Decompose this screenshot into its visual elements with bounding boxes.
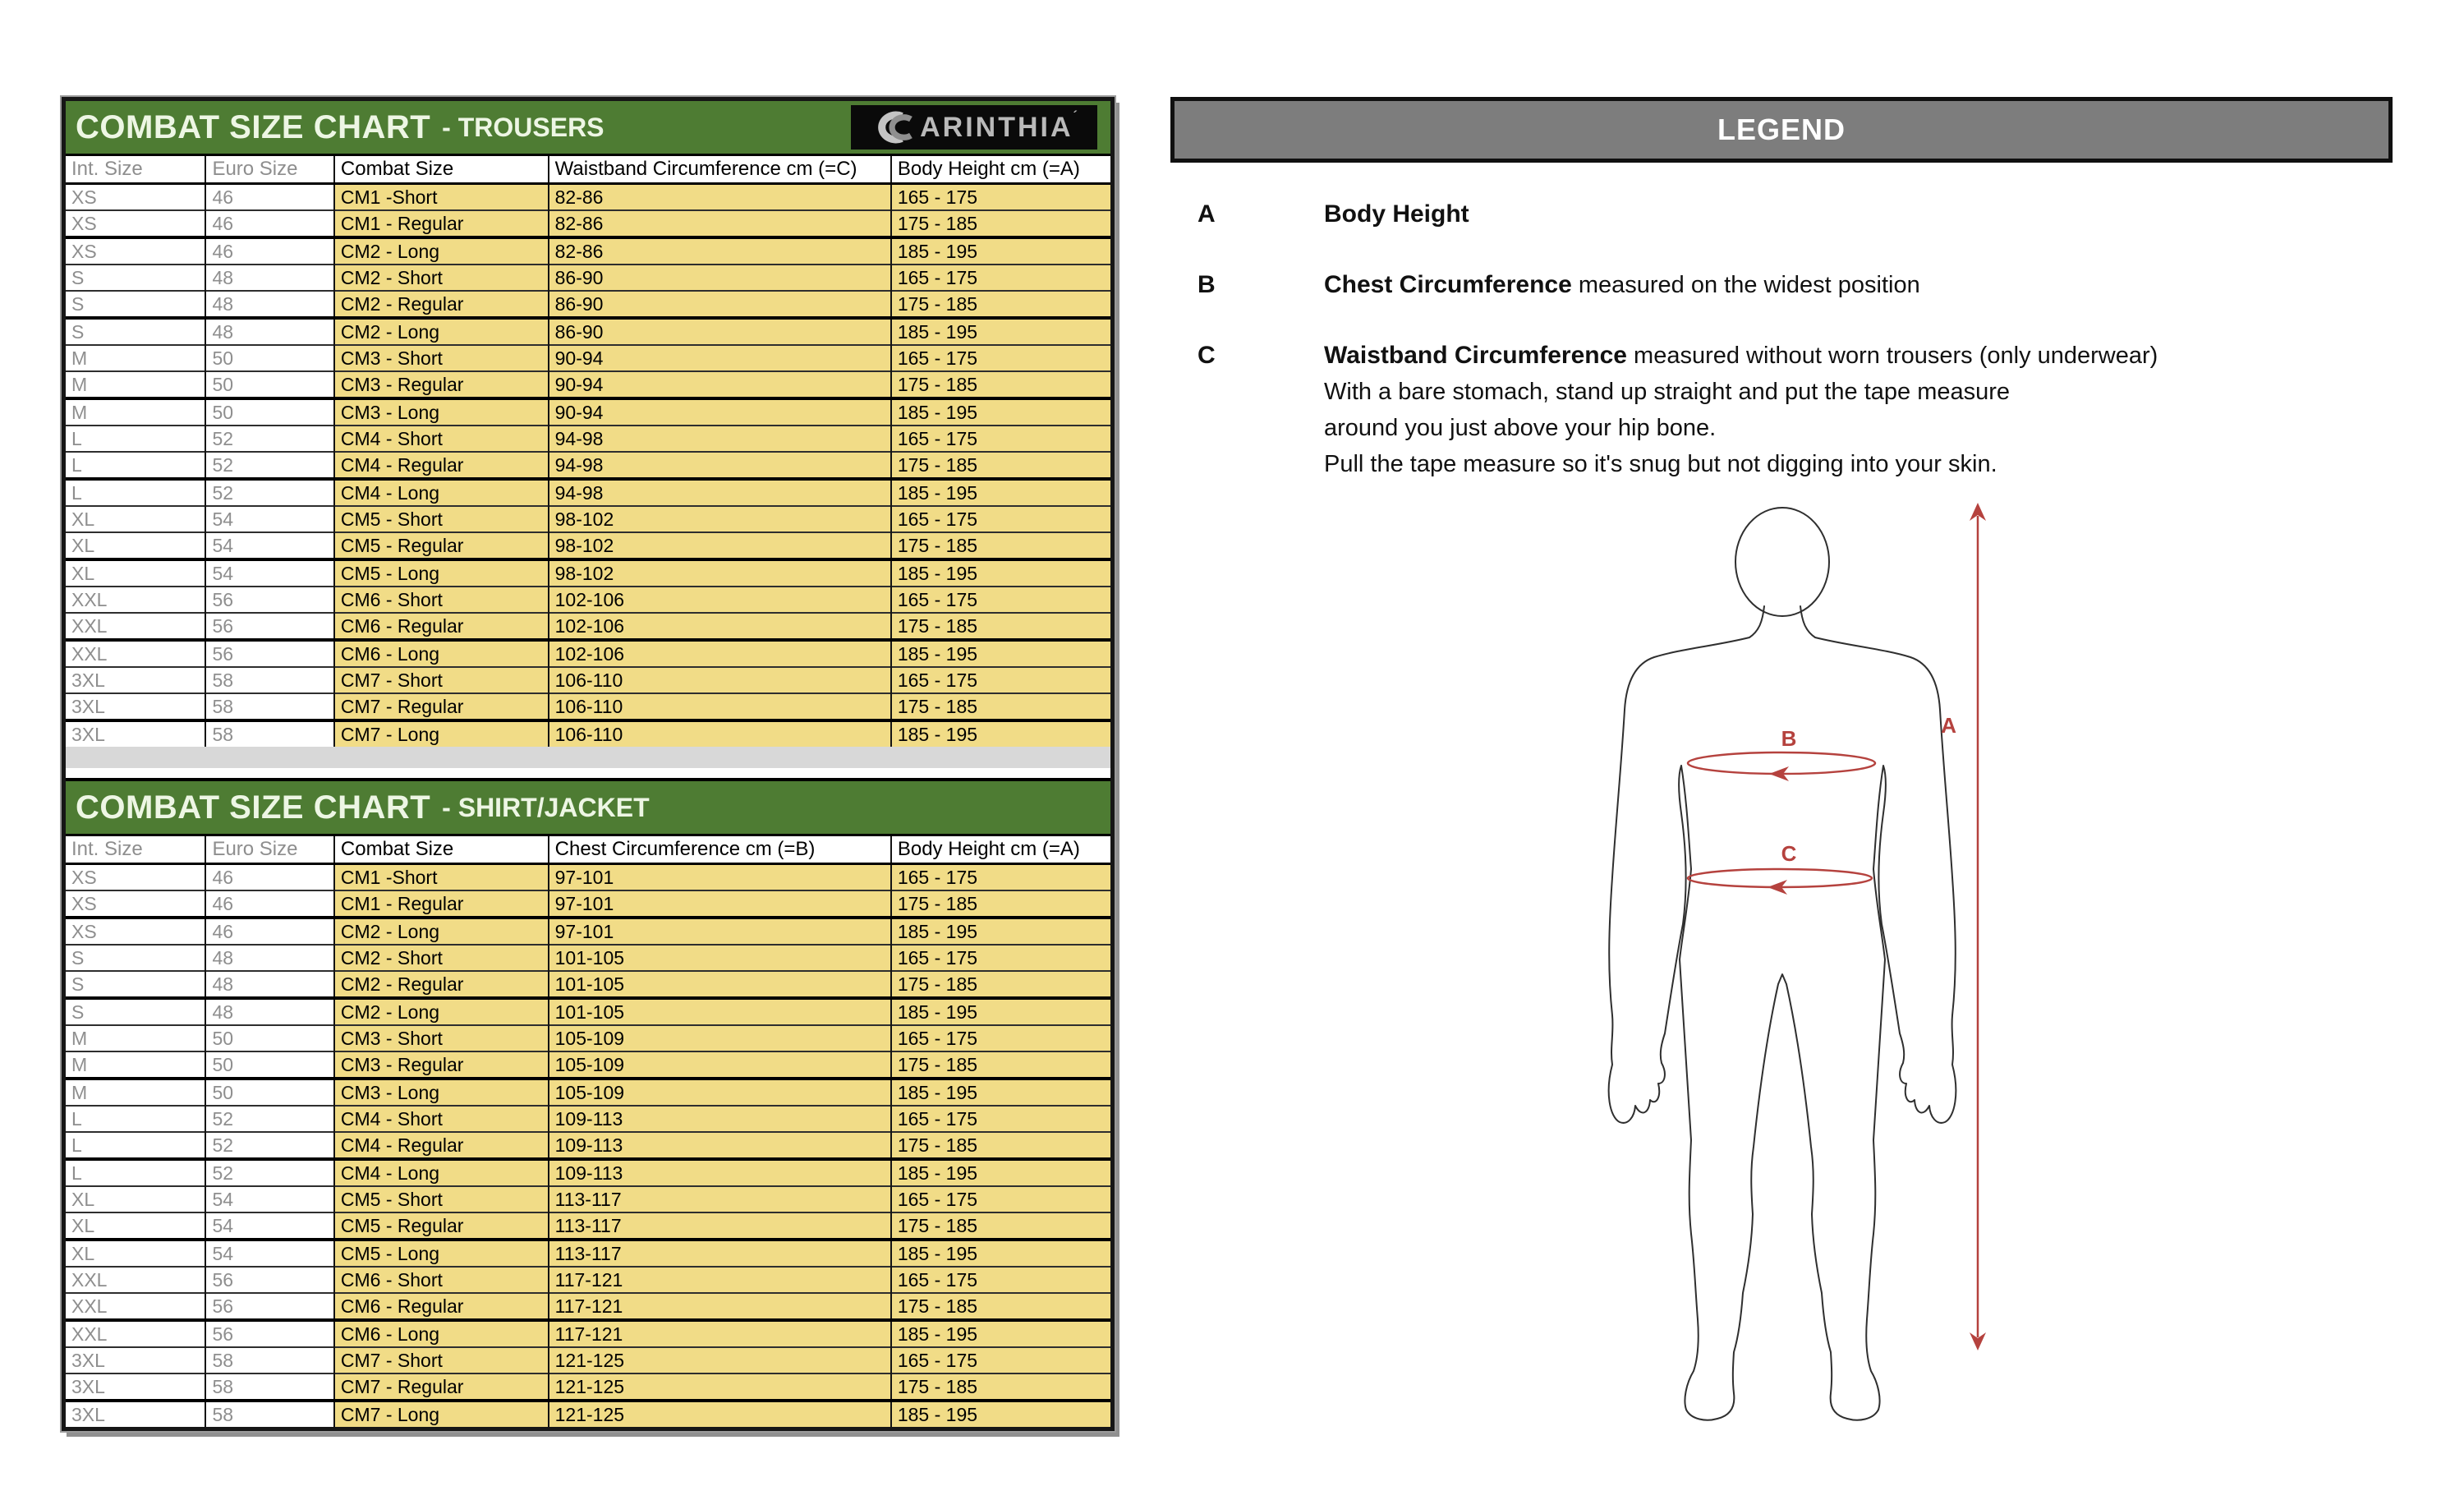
cell-int-size: XS xyxy=(66,918,205,945)
cell-body-height: 175 - 185 xyxy=(891,532,1110,559)
trousers-title: COMBAT SIZE CHART xyxy=(76,108,431,145)
cell-int-size: 3XL xyxy=(66,693,205,720)
legend-item-c-line-1: With a bare stomach, stand up straight and put the tape measure xyxy=(1324,379,2011,405)
table-row xyxy=(66,1373,1110,1401)
cell-int-size: M xyxy=(66,1051,205,1079)
table-row xyxy=(66,184,1110,211)
cell-euro-size: 52 xyxy=(205,426,333,452)
table-row xyxy=(66,345,1110,371)
cell-euro-size: 52 xyxy=(205,452,333,479)
cell-chest: 109-113 xyxy=(549,1159,891,1186)
cell-euro-size: 48 xyxy=(205,318,333,345)
cell-int-size: XS xyxy=(66,864,205,891)
table-row xyxy=(66,210,1110,237)
diagram-label-a: A xyxy=(1941,713,1956,738)
cell-body-height: 185 - 195 xyxy=(891,1159,1110,1186)
cell-body-height: 165 - 175 xyxy=(891,1025,1110,1051)
cell-body-height: 165 - 175 xyxy=(891,864,1110,891)
diagram-label-c: C xyxy=(1781,841,1797,866)
table-row xyxy=(66,265,1110,291)
cell-euro-size: 54 xyxy=(205,532,333,559)
cell-int-size: XL xyxy=(66,559,205,587)
table-row xyxy=(66,971,1110,998)
cell-euro-size: 48 xyxy=(205,945,333,971)
cell-body-height: 175 - 185 xyxy=(891,291,1110,318)
cell-combat-size: CM7 - Long xyxy=(334,1401,549,1427)
cell-euro-size: 54 xyxy=(205,506,333,532)
cell-waistband: 86-90 xyxy=(549,291,891,318)
cell-combat-size: CM2 - Long xyxy=(334,237,549,265)
cell-body-height: 175 - 185 xyxy=(891,890,1110,918)
cell-euro-size: 56 xyxy=(205,587,333,613)
cell-combat-size: CM3 - Short xyxy=(334,1025,549,1051)
cell-body-height: 185 - 195 xyxy=(891,998,1110,1025)
table-row xyxy=(66,452,1110,479)
table-row xyxy=(66,1186,1110,1212)
carinthia-trademark-mark: ´ xyxy=(1073,109,1078,123)
cell-combat-size: CM1 -Short xyxy=(334,184,549,211)
cell-int-size: XL xyxy=(66,1186,205,1212)
cell-body-height: 165 - 175 xyxy=(891,1347,1110,1373)
cell-euro-size: 52 xyxy=(205,1106,333,1132)
cell-int-size: L xyxy=(66,479,205,506)
cell-int-size: S xyxy=(66,998,205,1025)
cell-body-height: 175 - 185 xyxy=(891,1212,1110,1240)
cell-euro-size: 56 xyxy=(205,1320,333,1347)
shirt-title: COMBAT SIZE CHART xyxy=(76,789,431,826)
cell-int-size: XS xyxy=(66,184,205,211)
cell-euro-size: 50 xyxy=(205,398,333,426)
legend-key-c: C xyxy=(1198,342,1216,369)
col-header-euro-size: Euro Size xyxy=(205,836,333,864)
cell-body-height: 165 - 175 xyxy=(891,587,1110,613)
cell-body-height: 165 - 175 xyxy=(891,1267,1110,1293)
cell-body-height: 185 - 195 xyxy=(891,559,1110,587)
table-row xyxy=(66,1347,1110,1373)
cell-euro-size: 58 xyxy=(205,693,333,720)
cell-waistband: 86-90 xyxy=(549,265,891,291)
cell-chest: 101-105 xyxy=(549,971,891,998)
cell-int-size: L xyxy=(66,452,205,479)
cell-euro-size: 56 xyxy=(205,1293,333,1320)
cell-euro-size: 58 xyxy=(205,1401,333,1427)
cell-body-height: 165 - 175 xyxy=(891,1186,1110,1212)
trousers-column-header-row xyxy=(66,156,1110,184)
cell-body-height: 185 - 195 xyxy=(891,1401,1110,1427)
table-row xyxy=(66,1212,1110,1240)
table-row xyxy=(66,1159,1110,1186)
cell-combat-size: CM3 - Short xyxy=(334,345,549,371)
cell-combat-size: CM3 - Long xyxy=(334,398,549,426)
cell-int-size: L xyxy=(66,1132,205,1159)
carinthia-double-c-icon xyxy=(871,109,918,145)
cell-euro-size: 52 xyxy=(205,1132,333,1159)
col-header-body-height: Body Height cm (=A) xyxy=(891,836,1110,864)
cell-int-size: 3XL xyxy=(66,1401,205,1427)
cell-int-size: 3XL xyxy=(66,1347,205,1373)
cell-chest: 121-125 xyxy=(549,1373,891,1401)
shirt-column-header-row xyxy=(66,836,1110,864)
cell-body-height: 175 - 185 xyxy=(891,210,1110,237)
cell-body-height: 165 - 175 xyxy=(891,265,1110,291)
table-row xyxy=(66,693,1110,720)
cell-waistband: 82-86 xyxy=(549,237,891,265)
cell-int-size: 3XL xyxy=(66,667,205,693)
cell-int-size: L xyxy=(66,1159,205,1186)
cell-chest: 117-121 xyxy=(549,1267,891,1293)
legend-item-c-line-2: around you just above your hip bone. xyxy=(1324,415,1717,441)
cell-body-height: 175 - 185 xyxy=(891,452,1110,479)
cell-chest: 105-109 xyxy=(549,1079,891,1106)
cell-body-height: 185 - 195 xyxy=(891,237,1110,265)
table-row xyxy=(66,532,1110,559)
cell-euro-size: 50 xyxy=(205,1051,333,1079)
cell-euro-size: 56 xyxy=(205,1267,333,1293)
cell-int-size: XXL xyxy=(66,1293,205,1320)
cell-combat-size: CM7 - Short xyxy=(334,1347,549,1373)
table-row xyxy=(66,640,1110,667)
cell-waistband: 94-98 xyxy=(549,452,891,479)
table-row xyxy=(66,1025,1110,1051)
col-header-int-size: Int. Size xyxy=(66,836,205,864)
cell-body-height: 175 - 185 xyxy=(891,971,1110,998)
cell-int-size: XL xyxy=(66,1240,205,1267)
cell-combat-size: CM2 - Long xyxy=(334,918,549,945)
cell-body-height: 165 - 175 xyxy=(891,945,1110,971)
cell-int-size: XXL xyxy=(66,1320,205,1347)
cell-combat-size: CM7 - Short xyxy=(334,667,549,693)
table-row xyxy=(66,426,1110,452)
carinthia-logo-text: ARINTHIA xyxy=(920,111,1073,143)
cell-body-height: 175 - 185 xyxy=(891,1293,1110,1320)
table-row xyxy=(66,237,1110,265)
cell-chest: 109-113 xyxy=(549,1106,891,1132)
trousers-subtitle: - TROUSERS xyxy=(442,112,605,142)
table-row xyxy=(66,1401,1110,1427)
cell-waistband: 98-102 xyxy=(549,506,891,532)
cell-euro-size: 46 xyxy=(205,210,333,237)
cell-int-size: 3XL xyxy=(66,720,205,747)
col-header-combat-size: Combat Size xyxy=(334,836,549,864)
legend-item-a: Body Height xyxy=(1324,200,1469,228)
legend-header xyxy=(1170,97,2393,163)
cell-combat-size: CM4 - Long xyxy=(334,1159,549,1186)
shirt-subtitle: - SHIRT/JACKET xyxy=(442,792,650,822)
cell-chest: 97-101 xyxy=(549,864,891,891)
shirt-size-table xyxy=(66,836,1110,1427)
cell-chest: 97-101 xyxy=(549,918,891,945)
cell-combat-size: CM4 - Long xyxy=(334,479,549,506)
table-row xyxy=(66,479,1110,506)
cell-int-size: XL xyxy=(66,1212,205,1240)
cell-waistband: 106-110 xyxy=(549,667,891,693)
cell-body-height: 185 - 195 xyxy=(891,918,1110,945)
cell-int-size: M xyxy=(66,398,205,426)
cell-euro-size: 54 xyxy=(205,1186,333,1212)
cell-body-height: 175 - 185 xyxy=(891,693,1110,720)
trousers-table-body xyxy=(66,184,1110,748)
legend-key-a: A xyxy=(1198,200,1216,228)
cell-chest: 121-125 xyxy=(549,1347,891,1373)
cell-int-size: XL xyxy=(66,506,205,532)
cell-combat-size: CM2 - Long xyxy=(334,318,549,345)
table-row xyxy=(66,1293,1110,1320)
table-row xyxy=(66,613,1110,640)
table-row xyxy=(66,506,1110,532)
cell-euro-size: 50 xyxy=(205,1079,333,1106)
cell-combat-size: CM6 - Regular xyxy=(334,1293,549,1320)
cell-int-size: L xyxy=(66,426,205,452)
col-header-chest: Chest Circumference cm (=B) xyxy=(549,836,891,864)
cell-euro-size: 46 xyxy=(205,918,333,945)
cell-int-size: M xyxy=(66,345,205,371)
cell-int-size: S xyxy=(66,971,205,998)
cell-combat-size: CM1 -Short xyxy=(334,864,549,891)
cell-combat-size: CM2 - Regular xyxy=(334,291,549,318)
cell-waistband: 98-102 xyxy=(549,532,891,559)
cell-waistband: 98-102 xyxy=(549,559,891,587)
cell-body-height: 185 - 195 xyxy=(891,1079,1110,1106)
cell-int-size: XXL xyxy=(66,613,205,640)
cell-waistband: 90-94 xyxy=(549,371,891,398)
carinthia-logo xyxy=(851,105,1097,150)
cell-euro-size: 52 xyxy=(205,479,333,506)
cell-int-size: S xyxy=(66,945,205,971)
col-header-int-size: Int. Size xyxy=(66,156,205,184)
table-row xyxy=(66,998,1110,1025)
cell-euro-size: 54 xyxy=(205,1240,333,1267)
cell-int-size: XS xyxy=(66,210,205,237)
figure-head-outline xyxy=(1735,508,1829,616)
cell-int-size: M xyxy=(66,1025,205,1051)
cell-combat-size: CM4 - Regular xyxy=(334,1132,549,1159)
table-row xyxy=(66,318,1110,345)
table-row xyxy=(66,587,1110,613)
cell-combat-size: CM2 - Short xyxy=(334,265,549,291)
cell-combat-size: CM6 - Long xyxy=(334,1320,549,1347)
col-header-euro-size: Euro Size xyxy=(205,156,333,184)
cell-euro-size: 48 xyxy=(205,971,333,998)
cell-combat-size: CM5 - Regular xyxy=(334,1212,549,1240)
cell-euro-size: 46 xyxy=(205,864,333,891)
cell-waistband: 94-98 xyxy=(549,479,891,506)
cell-combat-size: CM5 - Regular xyxy=(334,532,549,559)
cell-euro-size: 50 xyxy=(205,1025,333,1051)
table-row xyxy=(66,1240,1110,1267)
table-row xyxy=(66,1132,1110,1159)
cell-waistband: 102-106 xyxy=(549,587,891,613)
cell-combat-size: CM4 - Short xyxy=(334,1106,549,1132)
cell-combat-size: CM4 - Short xyxy=(334,426,549,452)
cell-body-height: 165 - 175 xyxy=(891,1106,1110,1132)
cell-euro-size: 48 xyxy=(205,998,333,1025)
cell-combat-size: CM4 - Regular xyxy=(334,452,549,479)
cell-waistband: 106-110 xyxy=(549,720,891,747)
shirt-table-header xyxy=(66,778,1110,836)
table-row xyxy=(66,291,1110,318)
cell-euro-size: 46 xyxy=(205,890,333,918)
cell-chest: 97-101 xyxy=(549,890,891,918)
cell-combat-size: CM3 - Long xyxy=(334,1079,549,1106)
cell-combat-size: CM7 - Long xyxy=(334,720,549,747)
cell-combat-size: CM6 - Regular xyxy=(334,613,549,640)
cell-chest: 117-121 xyxy=(549,1320,891,1347)
cell-body-height: 165 - 175 xyxy=(891,426,1110,452)
col-header-body-height: Body Height cm (=A) xyxy=(891,156,1110,184)
cell-int-size: 3XL xyxy=(66,1373,205,1401)
trousers-table-header xyxy=(66,101,1110,156)
cell-combat-size: CM7 - Regular xyxy=(334,693,549,720)
cell-body-height: 175 - 185 xyxy=(891,1373,1110,1401)
cell-euro-size: 50 xyxy=(205,371,333,398)
cell-body-height: 165 - 175 xyxy=(891,667,1110,693)
cell-combat-size: CM6 - Short xyxy=(334,1267,549,1293)
cell-int-size: XS xyxy=(66,237,205,265)
cell-int-size: M xyxy=(66,1079,205,1106)
table-row xyxy=(66,1267,1110,1293)
table-row xyxy=(66,371,1110,398)
cell-int-size: L xyxy=(66,1106,205,1132)
cell-body-height: 175 - 185 xyxy=(891,1132,1110,1159)
cell-euro-size: 58 xyxy=(205,667,333,693)
cell-euro-size: 56 xyxy=(205,613,333,640)
trousers-size-table xyxy=(66,156,1110,747)
cell-int-size: S xyxy=(66,265,205,291)
cell-body-height: 175 - 185 xyxy=(891,613,1110,640)
cell-chest: 105-109 xyxy=(549,1051,891,1079)
cell-euro-size: 46 xyxy=(205,184,333,211)
cell-chest: 109-113 xyxy=(549,1132,891,1159)
table-row xyxy=(66,398,1110,426)
cell-int-size: XXL xyxy=(66,587,205,613)
table-row xyxy=(66,559,1110,587)
cell-euro-size: 56 xyxy=(205,640,333,667)
table-row xyxy=(66,918,1110,945)
cell-combat-size: CM3 - Regular xyxy=(334,371,549,398)
col-header-waistband: Waistband Circumference cm (=C) xyxy=(549,156,891,184)
legend-item-b: Chest Circumference measured on the widest position xyxy=(1324,271,1920,298)
table-row xyxy=(66,1051,1110,1079)
cell-euro-size: 46 xyxy=(205,237,333,265)
cell-body-height: 165 - 175 xyxy=(891,184,1110,211)
cell-combat-size: CM3 - Regular xyxy=(334,1051,549,1079)
cell-body-height: 185 - 195 xyxy=(891,398,1110,426)
cell-body-height: 165 - 175 xyxy=(891,345,1110,371)
cell-euro-size: 48 xyxy=(205,265,333,291)
cell-waistband: 102-106 xyxy=(549,613,891,640)
cell-chest: 105-109 xyxy=(549,1025,891,1051)
cell-body-height: 185 - 195 xyxy=(891,720,1110,747)
cell-combat-size: CM1 - Regular xyxy=(334,890,549,918)
cell-body-height: 185 - 195 xyxy=(891,1240,1110,1267)
cell-int-size: XL xyxy=(66,532,205,559)
cell-int-size: M xyxy=(66,371,205,398)
table-row xyxy=(66,945,1110,971)
cell-int-size: S xyxy=(66,318,205,345)
cell-chest: 113-117 xyxy=(549,1212,891,1240)
cell-euro-size: 58 xyxy=(205,1347,333,1373)
cell-int-size: XXL xyxy=(66,1267,205,1293)
cell-euro-size: 52 xyxy=(205,1159,333,1186)
cell-waistband: 82-86 xyxy=(549,184,891,211)
cell-waistband: 82-86 xyxy=(549,210,891,237)
cell-euro-size: 54 xyxy=(205,1212,333,1240)
table-row xyxy=(66,890,1110,918)
cell-euro-size: 54 xyxy=(205,559,333,587)
diagram-label-b: B xyxy=(1781,726,1797,751)
cell-int-size: XS xyxy=(66,890,205,918)
cell-combat-size: CM2 - Long xyxy=(334,998,549,1025)
cell-waistband: 106-110 xyxy=(549,693,891,720)
cell-body-height: 185 - 195 xyxy=(891,1320,1110,1347)
cell-body-height: 185 - 195 xyxy=(891,318,1110,345)
cell-combat-size: CM6 - Long xyxy=(334,640,549,667)
cell-combat-size: CM2 - Regular xyxy=(334,971,549,998)
table-divider-white xyxy=(66,768,1110,778)
cell-chest: 101-105 xyxy=(549,945,891,971)
cell-waistband: 86-90 xyxy=(549,318,891,345)
body-measurement-diagram xyxy=(1602,498,2029,1442)
cell-body-height: 175 - 185 xyxy=(891,1051,1110,1079)
cell-combat-size: CM5 - Short xyxy=(334,1186,549,1212)
table-divider-band xyxy=(66,747,1110,768)
cell-euro-size: 50 xyxy=(205,345,333,371)
cell-chest: 113-117 xyxy=(549,1240,891,1267)
cell-combat-size: CM2 - Short xyxy=(334,945,549,971)
cell-euro-size: 48 xyxy=(205,291,333,318)
legend-key-b: B xyxy=(1198,271,1216,298)
cell-combat-size: CM7 - Regular xyxy=(334,1373,549,1401)
cell-int-size: S xyxy=(66,291,205,318)
cell-waistband: 90-94 xyxy=(549,398,891,426)
cell-combat-size: CM5 - Long xyxy=(334,559,549,587)
cell-euro-size: 58 xyxy=(205,1373,333,1401)
shirt-table-body xyxy=(66,864,1110,1428)
col-header-combat-size: Combat Size xyxy=(334,156,549,184)
cell-body-height: 185 - 195 xyxy=(891,640,1110,667)
cell-euro-size: 58 xyxy=(205,720,333,747)
table-row xyxy=(66,667,1110,693)
cell-combat-size: CM5 - Long xyxy=(334,1240,549,1267)
size-chart-tables xyxy=(62,97,1115,1431)
cell-body-height: 165 - 175 xyxy=(891,506,1110,532)
table-row xyxy=(66,720,1110,747)
legend-title: LEGEND xyxy=(1717,113,1846,146)
table-row xyxy=(66,1079,1110,1106)
cell-chest: 113-117 xyxy=(549,1186,891,1212)
cell-combat-size: CM1 - Regular xyxy=(334,210,549,237)
legend-item-c: Waistband Circumference measured without worn trousers (only underwear) xyxy=(1324,342,2158,369)
cell-chest: 121-125 xyxy=(549,1401,891,1427)
cell-combat-size: CM6 - Short xyxy=(334,587,549,613)
table-row xyxy=(66,864,1110,891)
cell-body-height: 185 - 195 xyxy=(891,479,1110,506)
cell-combat-size: CM5 - Short xyxy=(334,506,549,532)
legend-item-c-line-3: Pull the tape measure so it's snug but not digging into your skin. xyxy=(1324,451,1997,477)
cell-waistband: 94-98 xyxy=(549,426,891,452)
cell-waistband: 90-94 xyxy=(549,345,891,371)
cell-body-height: 175 - 185 xyxy=(891,371,1110,398)
cell-chest: 117-121 xyxy=(549,1293,891,1320)
table-row xyxy=(66,1106,1110,1132)
cell-int-size: XXL xyxy=(66,640,205,667)
table-row xyxy=(66,1320,1110,1347)
cell-waistband: 102-106 xyxy=(549,640,891,667)
cell-chest: 101-105 xyxy=(549,998,891,1025)
